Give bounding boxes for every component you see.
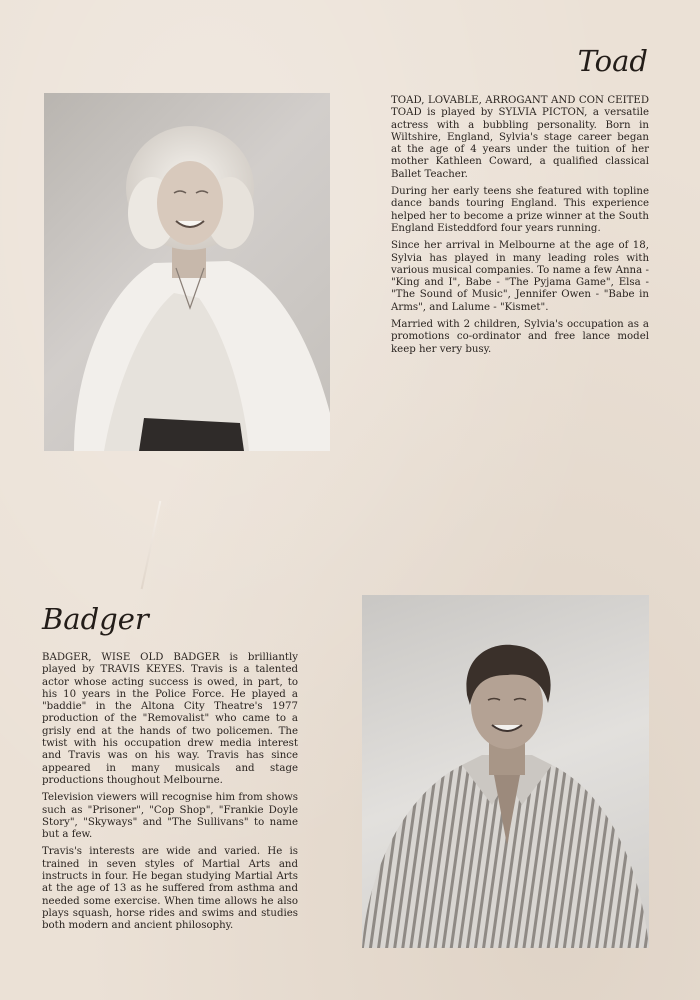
man-portrait-illustration [362, 595, 649, 948]
badger-heading: Badger [42, 602, 149, 636]
paper-crease [141, 501, 162, 589]
badger-bio [42, 652, 298, 938]
toad-bio-paragraph-4: Married with 2 children, Sylvia's occupation as a promotions co-ordinator and free lance model keep her very busy. [391, 319, 649, 355]
toad-bio [391, 95, 649, 361]
toad-bio-paragraph-2: During her early teens she featured with topline dance bands touring England. This experience helped her to become a prize winner at the South England Eisteddford four years running. [391, 186, 649, 234]
woman-portrait-illustration [44, 93, 330, 451]
toad-bio-paragraph-1: TOAD, LOVABLE, ARROGANT AND CON CEITED TOAD is played by SYLVIA PICTON, a versatile actress with a bubbling personality. Born in Wiltshire, England, Sylvia's stage career began at the age of 4 years under the tuition of her mother Kathleen Coward, a qualified classical Ballet Teacher. [391, 95, 649, 180]
badger-bio-paragraph-2: Television viewers will recognise him from shows such as "Prisoner", "Cop Shop", "Frankie Doyle Story", "Skyways" and "The Sullivans" to name but a few. [42, 792, 298, 841]
toad-bio-paragraph-3: Since her arrival in Melbourne at the age of 18, Sylvia has played in many leading roles with various musical companies. To name a few Anna - "King and I", Babe - "The Pyjama Game", Elsa - "The Sound of Music", Jennifer Owen - "Babe in Arms", and Lalume - "Kismet". [391, 240, 649, 313]
sylvia-picton-photo [44, 93, 330, 451]
toad-heading: Toad [577, 44, 648, 78]
travis-keyes-photo [362, 595, 649, 948]
badger-bio-paragraph-3: Travis's interests are wide and varied. He is trained in seven styles of Martial Arts and instructs in four. He began studying Martial Arts at the age of 13 as he suffered from asthma and needed some exercise. When time allows he also plays squash, horse rides and swims and studies both modern and ancient philosophy. [42, 846, 298, 932]
badger-bio-paragraph-1: BADGER, WISE OLD BADGER is brilliantly played by TRAVIS KEYES. Travis is a talented actor whose acting success is owed, in part, to his 10 years in the Police Force. He played a "baddie" in the Altona City Theatre's 1977 production of the "Removalist" who came to a grisly end at the hands of two policemen. The twist with his occupation drew media interest and Travis was on his way. Travis has since appeared in many musicals and stage productions thoughout Melbourne. [42, 652, 298, 786]
